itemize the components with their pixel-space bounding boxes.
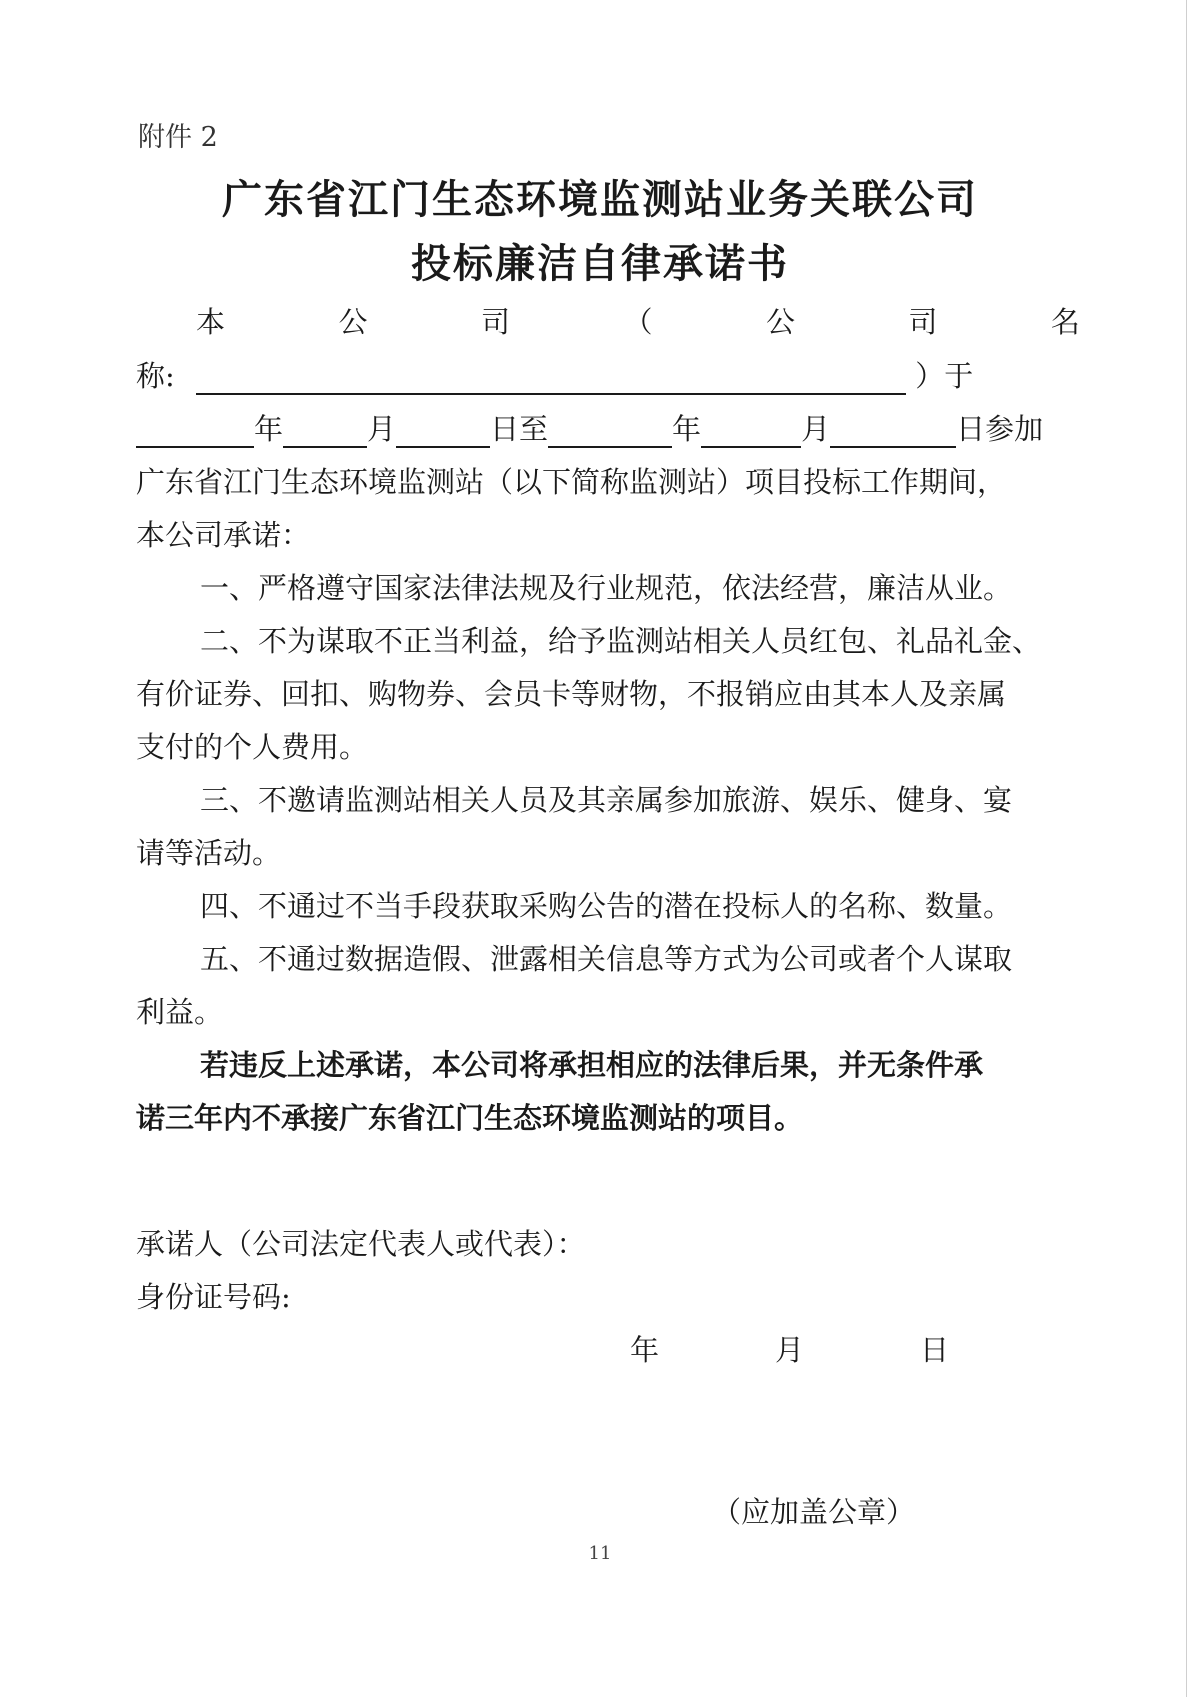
promise-item-1: 一、严格遵守国家法律法规及行业规范，依法经营，廉洁从业。 <box>200 571 1013 605</box>
name-prefix: 称: <box>136 359 175 393</box>
spread-char: 名 <box>1050 305 1080 339</box>
title-line-1: 广东省江门生态环境监测站业务关联公司 <box>222 176 978 223</box>
date-range-line <box>136 407 1043 448</box>
sign-year-label: 年 <box>630 1333 660 1367</box>
month-label-2: 月 <box>801 412 831 446</box>
promise-item-5-line-2: 利益。 <box>136 995 224 1029</box>
promise-item-2-line-2: 有价证券、回扣、购物券、会员卡等财物，不报销应由其本人及亲属 <box>136 677 1007 711</box>
promise-item-4: 四、不通过不当手段获取采购公告的潜在投标人的名称、数量。 <box>200 889 1013 923</box>
spread-char: 公 <box>765 305 795 339</box>
day-label-1: 日至 <box>490 412 549 446</box>
intro-line-5: 本公司承诺： <box>136 518 311 552</box>
promise-item-5-line-1: 五、不通过数据造假、泄露相关信息等方式为公司或者个人谋取 <box>200 942 1013 976</box>
company-name-line <box>136 354 973 395</box>
month-label-1: 月 <box>367 412 397 446</box>
closing-line-2: 诺三年内不承接广东省江门生态环境监测站的项目。 <box>136 1101 804 1135</box>
id-number-label: 身份证号码: <box>136 1280 291 1314</box>
year-blank-2[interactable] <box>548 414 672 448</box>
promise-item-2-line-1: 二、不为谋取不正当利益，给予监测站相关人员红包、礼品礼金、 <box>200 624 1042 658</box>
promisor-label: 承诺人（公司法定代表人或代表）： <box>136 1227 586 1261</box>
sign-month-label: 月 <box>775 1333 805 1367</box>
spread-char: 司 <box>480 305 510 339</box>
title-line-2: 投标廉洁自律承诺书 <box>411 240 789 287</box>
closing-line-1: 若违反上述承诺，本公司将承担相应的法律后果，并无条件承 <box>200 1048 984 1082</box>
promise-item-3-line-2: 请等活动。 <box>136 836 282 870</box>
year-label-1: 年 <box>254 412 284 446</box>
promise-item-2-line-3: 支付的个人费用。 <box>136 730 369 764</box>
name-suffix: ）于 <box>915 359 974 393</box>
day-label-2: 日参加 <box>956 412 1044 446</box>
day-blank-1[interactable] <box>396 414 490 448</box>
page-number: 11 <box>588 1543 612 1564</box>
seal-note: （应加盖公章） <box>712 1495 916 1529</box>
day-blank-2[interactable] <box>830 414 956 448</box>
spread-char: 司 <box>908 305 938 339</box>
promise-item-3-line-1: 三、不邀请监测站相关人员及其亲属参加旅游、娱乐、健身、宴 <box>200 783 1013 817</box>
company-name-blank[interactable] <box>196 361 906 395</box>
spread-char: 本 <box>196 305 226 339</box>
month-blank-2[interactable] <box>701 414 801 448</box>
year-blank-1[interactable] <box>136 414 254 448</box>
intro-spread-line <box>196 300 1080 341</box>
annex-label: 附件 2 <box>138 122 218 153</box>
sign-day-label: 日 <box>920 1333 950 1367</box>
year-label-2: 年 <box>672 412 702 446</box>
month-blank-1[interactable] <box>283 414 367 448</box>
spread-char: 公 <box>338 305 368 339</box>
spread-char: （ <box>623 305 653 339</box>
intro-line-4: 广东省江门生态环境监测站（以下简称监测站）项目投标工作期间， <box>136 465 1007 499</box>
